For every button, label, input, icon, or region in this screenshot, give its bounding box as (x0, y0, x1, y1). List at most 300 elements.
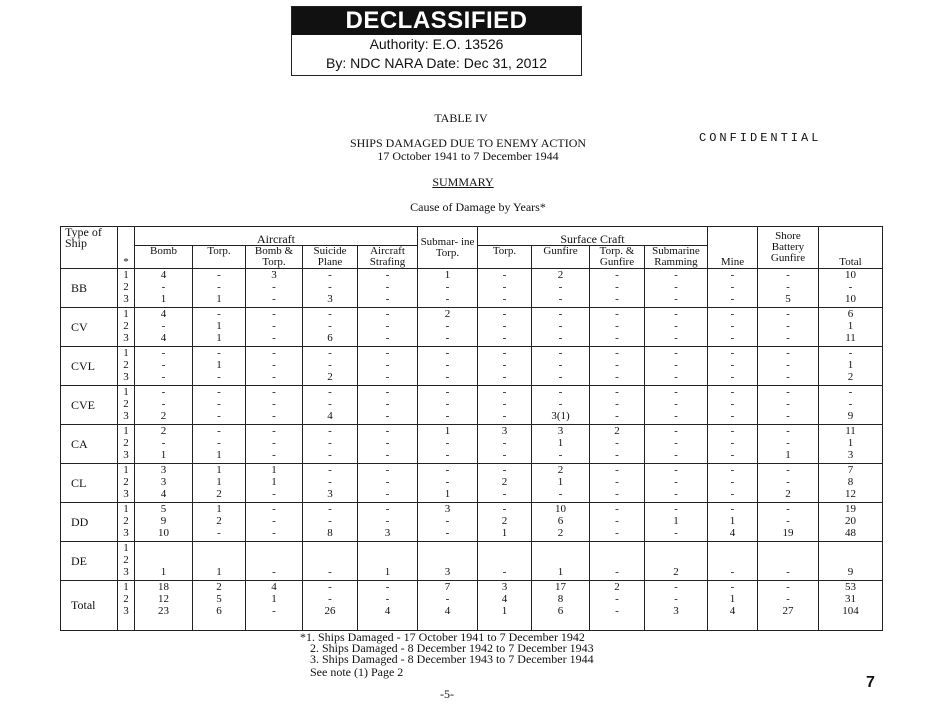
cell-value: - (674, 437, 678, 449)
cell-value: - (674, 320, 678, 332)
table-cell (135, 347, 193, 386)
header-col: Bomb (135, 246, 193, 269)
year-value: 1 (123, 503, 129, 515)
cell-value: 104 (842, 605, 859, 617)
cell-value: 9 (160, 515, 167, 527)
cell-value: - (445, 281, 450, 293)
table-cell (478, 503, 532, 542)
cell-value: - (272, 386, 276, 398)
cell-value: - (502, 332, 507, 344)
table-cell (358, 347, 418, 386)
year-index (118, 542, 135, 581)
cell-value: - (272, 332, 276, 344)
cell-value: - (674, 464, 678, 476)
cell-value: - (385, 515, 390, 527)
cell-value: 2 (673, 566, 679, 578)
cell-value: - (674, 593, 678, 605)
cell-value: - (786, 410, 790, 422)
cell-value: 1 (444, 488, 451, 500)
cell-value (590, 542, 644, 554)
table-cell (758, 347, 819, 386)
table-cell (645, 503, 708, 542)
cell-value: - (615, 269, 619, 281)
table-cell (478, 308, 532, 347)
cell-value: - (445, 398, 450, 410)
cell-value: 4 (729, 605, 736, 617)
cell-value: - (502, 371, 507, 383)
cell-value: - (786, 515, 790, 527)
table-cell (193, 542, 246, 581)
header-row-1 (61, 227, 883, 246)
cell-value: 4 (444, 605, 451, 617)
table-cell (358, 464, 418, 503)
cell-value: 2 (327, 371, 333, 383)
header-total: Total (819, 227, 883, 269)
cell-value: 3 (327, 293, 333, 305)
cell-value: 1 (557, 566, 564, 578)
year-value: 1 (123, 542, 129, 554)
cell-value (645, 554, 707, 566)
cell-value: - (615, 515, 619, 527)
cell-value: - (445, 320, 450, 332)
cell-value: - (217, 281, 221, 293)
cell-value: 1 (160, 449, 167, 461)
cell-value (358, 542, 417, 554)
stamp-authority: Authority: E.O. 13526 (369, 36, 504, 52)
cell-value: 1 (501, 527, 508, 539)
cell-value: - (558, 308, 563, 320)
table-cell (303, 503, 358, 542)
cell-value: 3 (327, 488, 333, 500)
table-cell (478, 386, 532, 425)
cell-value: 6 (216, 605, 222, 617)
cell-value: - (558, 281, 563, 293)
cell-value: 6 (557, 605, 564, 617)
table-cell (758, 269, 819, 308)
footnote-2: 2. Ships Damaged - 8 December 1942 to 7 December 1943 (310, 641, 594, 655)
cell-value: - (558, 347, 563, 359)
table-row (61, 425, 883, 464)
header-col: Torp. (478, 246, 532, 269)
header-col: Aircraft Strafing (358, 246, 418, 269)
year-value: 3 (123, 449, 129, 461)
footnotes (300, 632, 594, 678)
table-cell (532, 269, 590, 308)
header-mine: Mine (708, 227, 758, 269)
cell-value: - (161, 320, 166, 332)
year-value: 1 (123, 347, 129, 359)
cell-value: 9 (847, 410, 854, 422)
table-cell (590, 542, 645, 581)
cell-value: 1 (271, 464, 277, 476)
cell-value: - (674, 293, 678, 305)
cell-value: 12 (845, 488, 856, 500)
cell-value: - (730, 293, 735, 305)
cell-value: - (674, 476, 678, 488)
cell-value: - (385, 332, 390, 344)
cell-value: 2 (216, 581, 222, 593)
cell-value: - (674, 449, 678, 461)
cell-value: 26 (324, 605, 336, 617)
cell-value: - (217, 398, 221, 410)
cell-value (193, 554, 245, 566)
cell-value: - (272, 437, 276, 449)
cell-value: - (328, 269, 332, 281)
cell-value: - (445, 359, 450, 371)
year-index (118, 269, 135, 308)
cell-value: - (328, 281, 332, 293)
cell-value: - (674, 527, 678, 539)
cell-value: - (272, 410, 276, 422)
cell-value: 1 (557, 476, 564, 488)
year-value: 3 (123, 605, 129, 617)
cell-value: - (217, 371, 221, 383)
header-submarine: Submar- ine Torp. (418, 227, 478, 269)
cell-value: - (615, 593, 619, 605)
table-cell (819, 581, 883, 631)
cell-value: 2 (614, 581, 620, 593)
cell-value: - (615, 293, 619, 305)
cell-value: 1 (785, 449, 791, 461)
cell-value: - (615, 476, 619, 488)
cell-value: 6 (327, 332, 333, 344)
cell-value: - (217, 386, 221, 398)
cell-value: - (558, 320, 563, 332)
cell-value: 3 (160, 464, 167, 476)
cell-value: - (786, 371, 790, 383)
cell-value: 4 (271, 581, 277, 593)
table-cell (758, 503, 819, 542)
cell-value: - (730, 437, 735, 449)
cell-value: - (786, 308, 790, 320)
cell-value: - (730, 464, 735, 476)
cell-value: - (385, 449, 390, 461)
cell-value (418, 554, 477, 566)
cell-value: - (385, 581, 390, 593)
cell-value: 1 (216, 566, 222, 578)
cell-value: - (786, 398, 790, 410)
table-cell (418, 386, 478, 425)
cell-value (478, 542, 531, 554)
cell-value: - (385, 593, 390, 605)
cell-value: - (502, 398, 507, 410)
table-cell (303, 347, 358, 386)
table-cell (708, 269, 758, 308)
table-cell (193, 581, 246, 631)
year-value: 2 (123, 593, 129, 605)
table-cell (819, 425, 883, 464)
cell-value: - (786, 581, 790, 593)
cell-value: - (730, 449, 735, 461)
cell-value: - (674, 308, 678, 320)
cell-value: - (615, 359, 619, 371)
ship-type: BB (61, 269, 118, 308)
cell-value: - (615, 371, 619, 383)
cell-value: 4 (729, 527, 736, 539)
cell-value: - (328, 449, 332, 461)
cell-value: - (272, 320, 276, 332)
page-number: -5- (440, 687, 454, 701)
cell-value: - (615, 503, 619, 515)
cell-value: - (445, 593, 450, 605)
table-cell (303, 269, 358, 308)
year-value: 3 (123, 293, 129, 305)
cell-value: - (730, 332, 735, 344)
cell-value: - (328, 437, 332, 449)
cell-value: 2 (216, 515, 222, 527)
year-value: 3 (123, 332, 129, 344)
cell-value: - (328, 476, 332, 488)
table-cell (246, 386, 303, 425)
cell-value: 27 (782, 605, 794, 617)
table-cell (532, 581, 590, 631)
cell-value: - (502, 281, 507, 293)
cell-value: - (786, 359, 790, 371)
cell-value: 10 (555, 503, 566, 515)
cell-value: 6 (557, 515, 564, 527)
cell-value: 1 (216, 503, 222, 515)
table-body (61, 269, 883, 631)
year-index (118, 347, 135, 386)
table-cell (645, 581, 708, 631)
declassified-stamp (291, 6, 582, 76)
cell-value: - (328, 425, 332, 437)
table-cell (418, 269, 478, 308)
table-cell (590, 503, 645, 542)
cell-value: - (730, 269, 735, 281)
cell-value: 7 (847, 464, 854, 476)
cell-value: - (272, 398, 276, 410)
table-cell (532, 503, 590, 542)
table-cell (645, 464, 708, 503)
cell-value: - (272, 281, 276, 293)
table-cell (135, 542, 193, 581)
cell-value: - (786, 593, 790, 605)
cell-value: - (385, 293, 390, 305)
cell-value (708, 542, 757, 554)
cell-value: - (848, 347, 853, 359)
table-cell (246, 269, 303, 308)
cell-value: 1 (847, 359, 854, 371)
cell-value: - (730, 566, 735, 578)
cell-value: - (445, 293, 450, 305)
table-cell (532, 542, 590, 581)
table-cell (135, 269, 193, 308)
table-cell (193, 347, 246, 386)
cell-value: - (217, 410, 221, 422)
cell-value: - (385, 386, 390, 398)
cell-value: - (217, 308, 221, 320)
table-cell (819, 386, 883, 425)
table-cell (135, 464, 193, 503)
cell-value: 18 (158, 581, 169, 593)
table-cell (645, 425, 708, 464)
table-cell (819, 503, 883, 542)
table-cell (135, 386, 193, 425)
table-cell (135, 425, 193, 464)
cell-value: - (730, 359, 735, 371)
cell-value: - (502, 293, 507, 305)
cell-value: - (385, 425, 390, 437)
cell-value: 1 (271, 593, 277, 605)
table-cell (418, 581, 478, 631)
cell-value: 2 (785, 488, 791, 500)
cell-value: - (445, 464, 450, 476)
cell-value: 10 (845, 293, 856, 305)
cell-value: - (730, 410, 735, 422)
cell-value: - (217, 269, 221, 281)
cell-value: - (848, 386, 853, 398)
table-cell (590, 269, 645, 308)
cell-value: - (272, 359, 276, 371)
table-cell (819, 308, 883, 347)
cell-value: 1 (216, 449, 222, 461)
cell-value: - (272, 449, 276, 461)
cell-value: - (385, 488, 390, 500)
cell-value (758, 542, 818, 554)
page-corner-number: 7 (866, 674, 875, 691)
cell-value: - (161, 281, 166, 293)
cell-value: - (502, 320, 507, 332)
cell-value: - (674, 581, 678, 593)
cell-value: - (730, 386, 735, 398)
cell-value: 1 (673, 515, 679, 527)
table-cell (418, 308, 478, 347)
cell-value: - (786, 347, 790, 359)
cell-value: - (786, 566, 790, 578)
table-title: TABLE IV (434, 111, 488, 125)
table-cell (358, 386, 418, 425)
table-cell (418, 425, 478, 464)
cell-value: - (502, 269, 507, 281)
table-cell (532, 386, 590, 425)
header-aircraft: Aircraft (135, 227, 418, 246)
year-index (118, 386, 135, 425)
table-cell (532, 347, 590, 386)
cell-value: 10 (845, 269, 856, 281)
cell-value: 3 (501, 425, 508, 437)
table-cell (246, 581, 303, 631)
cell-value: - (848, 281, 853, 293)
table-row (61, 308, 883, 347)
table-cell (590, 581, 645, 631)
cell-value: - (328, 386, 332, 398)
cell-value (819, 542, 882, 554)
cell-value: - (786, 386, 790, 398)
cell-value (135, 554, 192, 566)
table-row (61, 542, 883, 581)
year-value: 2 (123, 515, 129, 527)
heading: SHIPS DAMAGED DUE TO ENEMY ACTION (349, 136, 587, 150)
year-value: 2 (123, 554, 129, 566)
cell-value: - (445, 437, 450, 449)
cell-value: - (674, 359, 678, 371)
table-cell (758, 581, 819, 631)
cell-value: - (674, 503, 678, 515)
cell-value: 3 (557, 425, 564, 437)
cell-value: 31 (845, 593, 856, 605)
cell-value: 20 (845, 515, 856, 527)
cell-value: 2 (557, 527, 564, 539)
date-range: 17 October 1941 to 7 December 1944 (377, 149, 559, 163)
cell-value: 12 (158, 593, 169, 605)
cell-value: - (385, 476, 390, 488)
cell-value: - (385, 410, 390, 422)
cell-value: - (615, 332, 619, 344)
year-index (118, 464, 135, 503)
year-value: 2 (123, 359, 129, 371)
cell-value: - (445, 476, 450, 488)
year-value: 1 (123, 269, 129, 281)
table-cell (590, 347, 645, 386)
cell-value: - (674, 386, 678, 398)
year-value: 2 (123, 437, 129, 449)
cell-value: - (615, 464, 619, 476)
year-value: 3 (123, 488, 129, 500)
cell-value (819, 554, 882, 566)
year-value: 2 (123, 320, 129, 332)
cell-value: - (558, 359, 563, 371)
cell-value: 1 (729, 515, 736, 527)
cell-value: - (217, 425, 221, 437)
cell-value: - (558, 332, 563, 344)
table-row (61, 581, 883, 631)
ship-type: CVL (61, 347, 118, 386)
stamp-title: DECLASSIFIED (292, 7, 581, 35)
cell-value: 2 (160, 425, 167, 437)
cell-value: 1 (216, 332, 222, 344)
cell-value: - (385, 437, 390, 449)
cell-value: - (730, 308, 735, 320)
cell-value (532, 554, 589, 566)
subtitle: Cause of Damage by Years* (410, 200, 546, 214)
table-cell (303, 308, 358, 347)
cell-value: - (328, 359, 332, 371)
cell-value: - (502, 464, 507, 476)
cell-value: - (502, 359, 507, 371)
cell-value: 1 (847, 320, 854, 332)
table-cell (758, 542, 819, 581)
cell-value: - (786, 320, 790, 332)
cell-value: - (558, 398, 563, 410)
table-cell (303, 581, 358, 631)
cell-value: 1 (160, 566, 167, 578)
cell-value: - (328, 320, 332, 332)
cell-value (590, 554, 644, 566)
cell-value: 1 (501, 605, 508, 617)
cell-value: 1 (384, 566, 391, 578)
table-cell (193, 269, 246, 308)
table-cell (418, 464, 478, 503)
cell-value: - (674, 332, 678, 344)
table-cell (645, 308, 708, 347)
cell-value: 4 (160, 269, 167, 281)
cell-value: 3 (501, 581, 508, 593)
cell-value: 19 (845, 503, 856, 515)
table-cell (532, 425, 590, 464)
table-row (61, 503, 883, 542)
cell-value: 3 (160, 476, 167, 488)
cell-value: - (786, 281, 790, 293)
cell-value: - (558, 449, 563, 461)
cell-value: 2 (614, 425, 620, 437)
cell-value: - (217, 437, 221, 449)
table-cell (645, 347, 708, 386)
cell-value: 3 (384, 527, 391, 539)
table-cell (193, 464, 246, 503)
cell-value: - (272, 605, 276, 617)
table-cell (708, 464, 758, 503)
